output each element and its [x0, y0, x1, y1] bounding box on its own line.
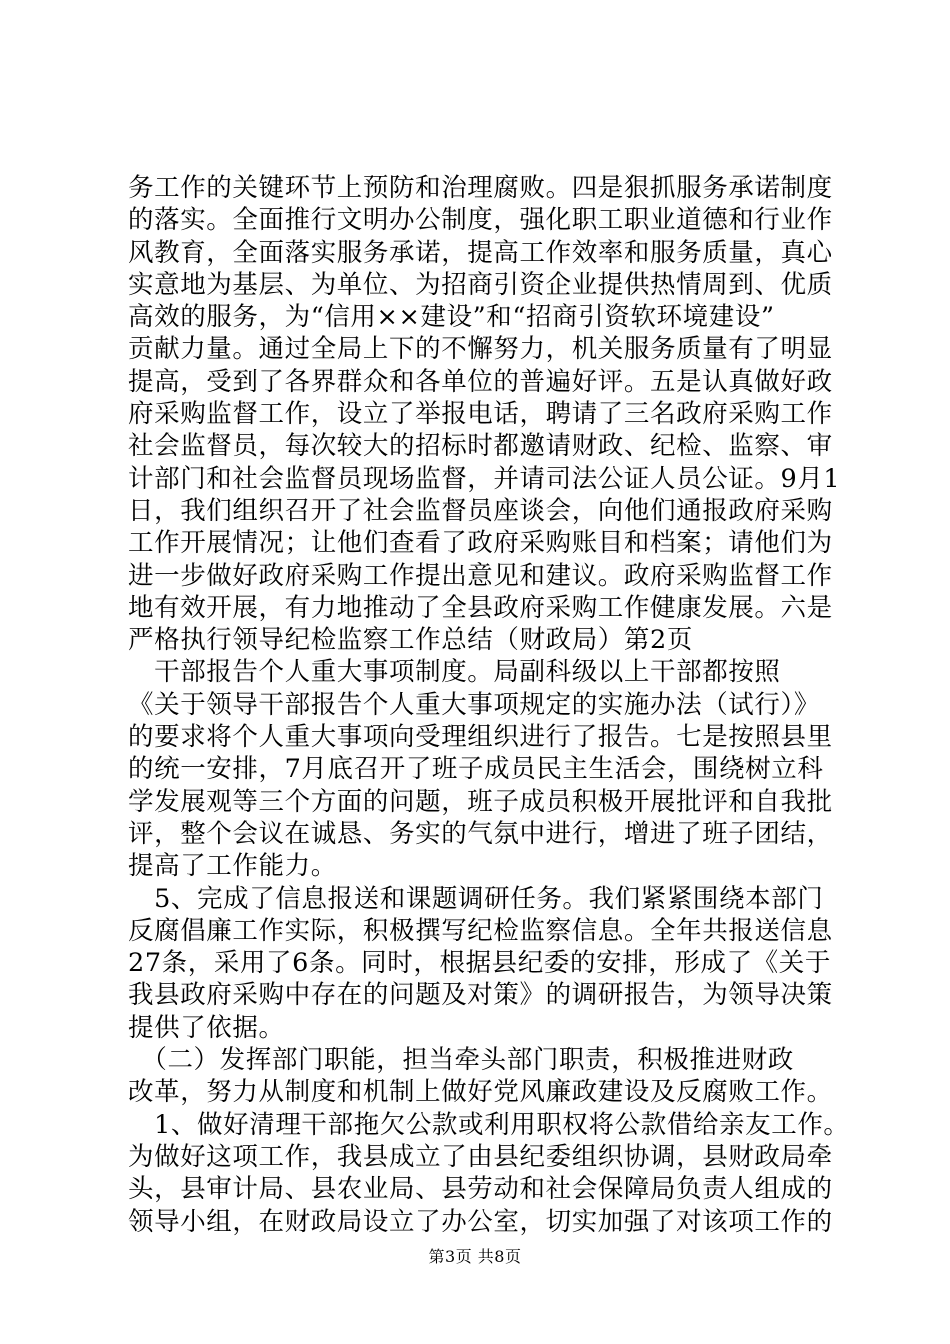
text-line: 高效的服务，为“信用××建设”和“招商引资软环境建设”	[128, 302, 775, 333]
text-line: 27条，采用了6条。同时，根据县纪委的安排，形成了《关于	[128, 948, 831, 979]
text-line: 社会监督员，每次较大的招标时都邀请财政、纪检、监察、审	[128, 431, 833, 462]
text-line: 实意地为基层、为单位、为招商引资企业提供热情周到、优质	[128, 269, 833, 300]
text-line: 进一步做好政府采购工作提出意见和建议。政府采购监督工作	[128, 560, 833, 591]
text-line: 提高了工作能力。	[128, 851, 337, 882]
text-line: 反腐倡廉工作实际，积极撰写纪检监察信息。全年共报送信息	[128, 915, 833, 946]
text-line: 地有效开展，有力地推动了全县政府采购工作健康发展。六是	[128, 592, 833, 623]
text-line: 贡献力量。通过全局上下的不懈努力，机关服务质量有了明显	[128, 334, 833, 365]
text-line: 为做好这项工作，我县成立了由县纪委组织协调，县财政局牵	[128, 1141, 833, 1172]
text-line: 的统一安排，7月底召开了班子成员民主生活会，围绕树立科	[128, 754, 824, 785]
text-line: 改革，努力从制度和机制上做好党风廉政建设及反腐败工作。	[128, 1077, 833, 1108]
text-line: 严格执行领导纪检监察工作总结（财政局）第2页	[128, 625, 693, 656]
text-line: 的落实。全面推行文明办公制度，强化职工职业道德和行业作	[128, 205, 833, 236]
text-line: 计部门和社会监督员现场监督，并请司法公证人员公证。9月1	[128, 463, 841, 494]
text-line: 务工作的关键环节上预防和治理腐败。四是狠抓服务承诺制度	[128, 173, 833, 203]
text-line: 工作开展情况；让他们查看了政府采购账目和档案；请他们为	[128, 528, 833, 559]
text-line: 的要求将个人重大事项向受理组织进行了报告。七是按照县里	[128, 722, 833, 753]
text-line: 1、做好清理干部拖欠公款或利用职权将公款借给亲友工作。	[128, 1109, 850, 1140]
text-line: 提高，受到了各界群众和各单位的普遍好评。五是认真做好政	[128, 366, 833, 397]
text-line: （二）发挥部门职能，担当牵头部门职责，积极推进财政	[128, 1045, 794, 1076]
text-line: 领导小组，在财政局设立了办公室，切实加强了对该项工作的	[128, 1206, 833, 1237]
page-number-footer: 第3页 共8页	[428, 1247, 522, 1266]
text-line: 《关于领导干部报告个人重大事项规定的实施办法（试行）》	[128, 689, 820, 720]
text-line: 干部报告个人重大事项制度。局副科级以上干部都按照	[128, 657, 781, 688]
text-line: 5、完成了信息报送和课题调研任务。我们紧紧围绕本部门	[128, 883, 824, 914]
text-line: 评，整个会议在诚恳、务实的气氛中进行，增进了班子团结，	[128, 818, 833, 849]
text-line: 府采购监督工作，设立了举报电话，聘请了三名政府采购工作	[128, 399, 833, 430]
document-body	[128, 172, 850, 1238]
text-line: 学发展观等三个方面的问题，班子成员积极开展批评和自我批	[128, 786, 833, 817]
text-line: 我县政府采购中存在的问题及对策》的调研报告，为领导决策	[128, 980, 833, 1011]
text-line: 风教育，全面落实服务承诺，提高工作效率和服务质量，真心	[128, 237, 833, 268]
text-line: 头，县审计局、县农业局、县劳动和社会保障局负责人组成的	[128, 1174, 833, 1205]
text-line: 日，我们组织召开了社会监督员座谈会，向他们通报政府采购	[128, 495, 833, 526]
text-line: 提供了依据。	[128, 1012, 285, 1043]
